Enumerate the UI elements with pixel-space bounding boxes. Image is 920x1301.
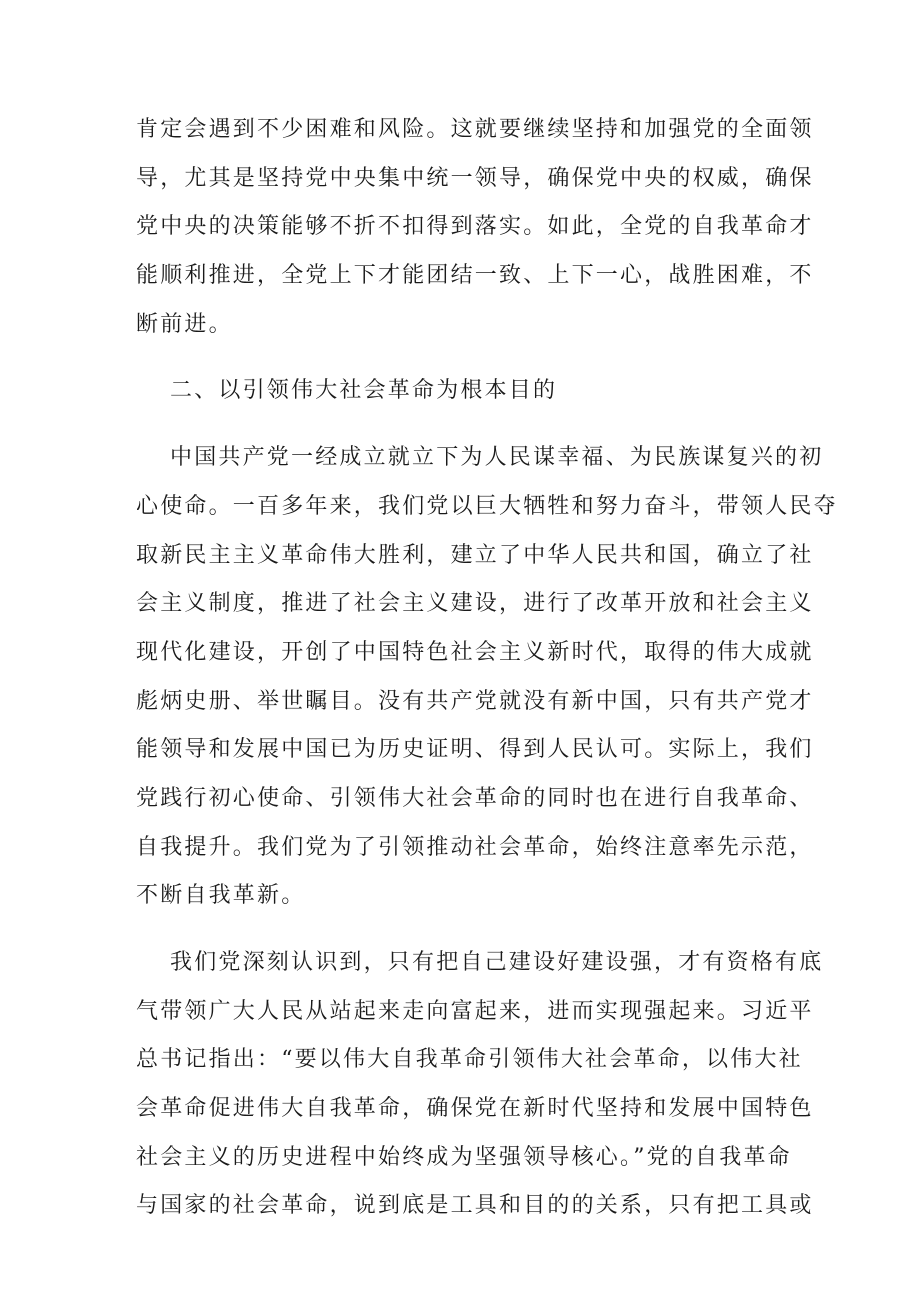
- text-line: 彪炳史册、举世瞩目。没有共产党就没有新中国，只有共产党才: [136, 688, 814, 714]
- text-line: 党中央的决策能够不折不扣得到落实。如此，全党的自我革命才: [136, 214, 814, 240]
- paragraph-spacer: [136, 416, 784, 434]
- text-line: 能领导和发展中国已为历史证明、得到人民认可。实际上，我们: [136, 737, 814, 763]
- paragraph-spacer: [136, 921, 784, 939]
- paragraph-1: [136, 434, 838, 921]
- text-line: 气带领广大人民从站起来走向富起来，进而实现强起来。习近平: [136, 998, 814, 1024]
- text-line: 肯定会遇到不少困难和风险。这就要继续坚持和加强党的全面领: [136, 117, 814, 142]
- text-line: 会革命促进伟大自我革命，确保党在新时代坚持和发展中国特色: [136, 1096, 814, 1122]
- text-line: 断前进。: [136, 311, 233, 337]
- text-line: 党践行初心使命、引领伟大社会革命的同时也在进行自我革命、: [136, 785, 814, 811]
- text-line: 中国共产党一经成立就立下为人民谋幸福、为民族谋复兴的初: [170, 445, 824, 471]
- text-line: 我们党深刻认识到，只有把自己建设好建设强，才有资格有底: [170, 950, 824, 975]
- text-line: 现代化建设，开创了中国特色社会主义新时代，取得的伟大成就: [136, 639, 814, 665]
- text-line: 总书记指出：“要以伟大自我革命引领伟大社会革命，以伟大社: [136, 1047, 803, 1073]
- section-heading-text: 二、以引领伟大社会革命为根本目的: [170, 378, 558, 404]
- text-line: 能顺利推进，全党上下才能团结一致、上下一心，战胜困难，不: [136, 263, 814, 289]
- paragraph-2: [136, 939, 824, 1231]
- paragraph-spacer: [136, 349, 784, 367]
- text-line: 与国家的社会革命，说到底是工具和目的的关系，只有把工具或: [136, 1193, 814, 1219]
- section-heading: [136, 367, 784, 416]
- text-line: 取新民主主义革命伟大胜利，建立了中华人民共和国，确立了社: [136, 542, 814, 568]
- paragraph-continuation: [136, 106, 814, 349]
- text-line: 导，尤其是坚持党中央集中统一领导，确保党中央的权威，确保: [136, 165, 814, 191]
- text-line: 会主义制度，推进了社会主义建设，进行了改革开放和社会主义: [136, 591, 814, 617]
- text-line: 心使命。一百多年来，我们党以巨大牺牲和努力奋斗，带领人民夺: [136, 493, 838, 519]
- text-line: 社会主义的历史进程中始终成为坚强领导核心。”党的自我革命: [136, 1144, 792, 1170]
- document-body: [136, 106, 838, 1231]
- text-line: 不断自我革新。: [136, 883, 306, 909]
- text-line: 自我提升。我们党为了引领推动社会革命，始终注意率先示范，: [136, 834, 814, 860]
